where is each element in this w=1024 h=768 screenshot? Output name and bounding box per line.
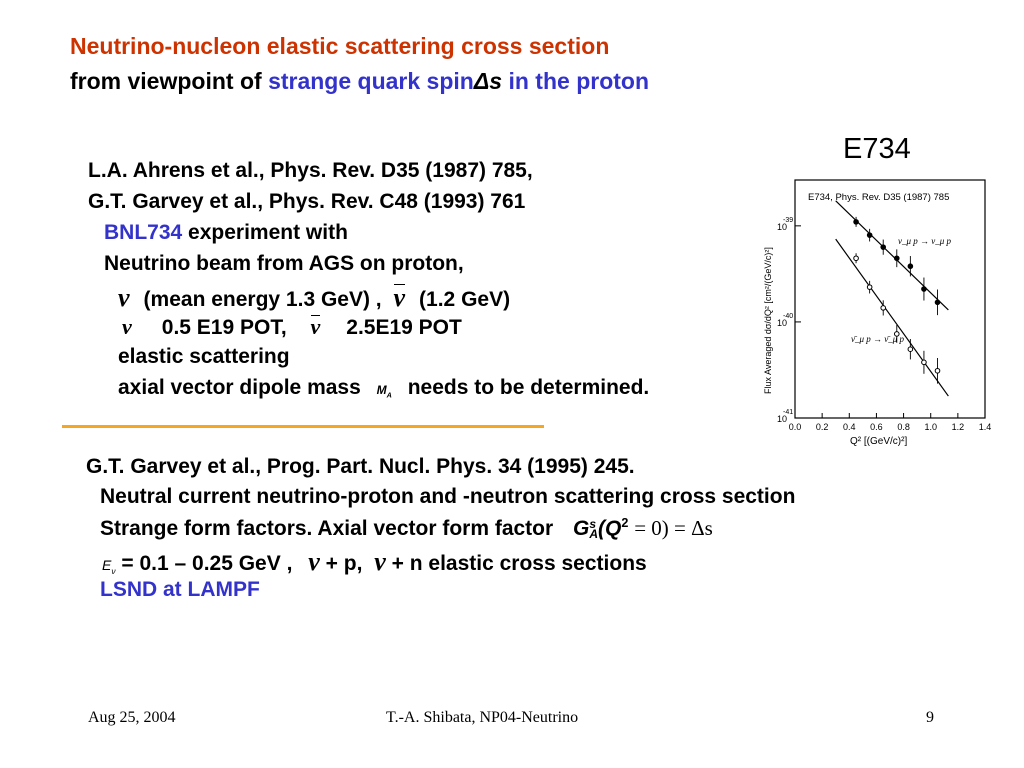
data-point-nubar	[881, 306, 886, 311]
fit-lines	[836, 201, 949, 396]
pot-line	[122, 314, 462, 340]
ref-garvey-1993: G.T. Garvey et al., Phys. Rev. C48 (1993) 761	[88, 190, 526, 213]
dipole-suffix: needs to be determined.	[407, 376, 650, 399]
experiment-line	[104, 221, 348, 245]
elastic-line: elastic scattering	[118, 345, 290, 368]
energy-line	[118, 283, 510, 313]
data-point-nubar	[908, 347, 913, 352]
x-tick-label: 0.0	[788, 422, 802, 432]
beam-line: Neutrino beam from AGS on proton,	[104, 252, 464, 275]
nu-symbol-3: ν	[308, 547, 320, 576]
form-factor-text: Strange form factors. Axial vector form factor	[100, 517, 554, 540]
data-point-nu	[908, 264, 913, 269]
y-tick-exponent: -39	[783, 216, 794, 224]
x-tick-label: 1.2	[951, 422, 965, 432]
plot-header: E734, Phys. Rev. D35 (1987) 785	[808, 192, 950, 203]
footer-date: Aug 25, 2004	[88, 709, 176, 726]
plot-frame	[795, 180, 985, 418]
plus-n: + n elastic cross sections	[391, 552, 647, 575]
y-ticks	[777, 217, 801, 424]
dipole-line	[118, 376, 649, 400]
data-point-nu	[922, 287, 927, 292]
fit-line-nubar	[836, 239, 949, 396]
experiment-name: BNL734	[104, 221, 183, 244]
pot-nubar: 2.5E19 POT	[346, 316, 462, 339]
x-tick-label: 1.0	[924, 422, 937, 432]
dipole-symbol: $M_A$	[376, 383, 392, 400]
title-symbol: Δs	[473, 68, 503, 94]
e734-plot	[755, 172, 995, 452]
x-tick-label: 0.4	[843, 422, 856, 432]
x-tick-label: 1.4	[978, 422, 992, 432]
form-factor-line	[100, 516, 713, 541]
x-ticks	[789, 413, 992, 432]
x-tick-label: 0.6	[870, 422, 883, 432]
nubar-symbol-2: ν	[310, 314, 321, 339]
slide-title-line2	[70, 68, 649, 95]
title-highlight: strange quark spin	[268, 68, 474, 94]
pot-nu: 0.5 E19 POT,	[161, 316, 287, 339]
nu-symbol-4: ν	[374, 547, 386, 576]
y-tick-label: 10	[777, 221, 788, 232]
title-suffix: in the proton	[508, 68, 649, 94]
nubar-symbol: ν	[393, 283, 406, 312]
footer-page: 9	[926, 709, 934, 726]
energy-symbol: $E_\nu$	[102, 557, 116, 576]
energy-nubar: (1.2 GeV)	[419, 288, 511, 311]
data-point-nu	[935, 300, 940, 305]
x-tick-label: 0.2	[815, 422, 829, 432]
y-tick-label: 10	[777, 317, 788, 328]
dipole-prefix: axial vector dipole mass	[118, 376, 361, 399]
data-point-nu	[894, 256, 899, 261]
lsnd-line: LSND at LAMPF	[100, 578, 260, 601]
x-tick-label: 0.8	[897, 422, 910, 432]
ref-garvey-1995: G.T. Garvey et al., Prog. Part. Nucl. Phys. 34 (1995) 245.	[86, 455, 635, 478]
fit-line-nu	[836, 201, 949, 310]
plus-p: + p,	[325, 552, 363, 575]
y-tick-exponent: -40	[783, 312, 794, 320]
series-label-nu: ν_μ p → ν_μ p	[898, 236, 952, 246]
title-prefix: from viewpoint of	[70, 68, 262, 94]
y-tick-exponent: -41	[783, 409, 794, 416]
energy-range: = 0.1 – 0.25 GeV ,	[121, 552, 293, 575]
data-point-nubar	[935, 368, 940, 373]
footer-center: T.-A. Shibata, NP04-Neutrino	[386, 709, 579, 726]
energy-nu: (mean energy 1.3 GeV) ,	[143, 288, 382, 311]
series-label-nubar: ν̄_μ p → ν̄_μ p	[851, 334, 905, 344]
nc-line: Neutral current neutrino-proton and -neutron scattering cross section	[100, 485, 796, 508]
slide-title-line1: Neutrino-nucleon elastic scattering cross section	[70, 33, 610, 59]
form-factor-formula: G s A $(Q^2 = 0) = \Delta s$	[573, 516, 713, 542]
plot-xlabel: Q² [(GeV/c)²]	[850, 436, 908, 447]
experiment-suffix: experiment with	[188, 221, 348, 244]
section-divider	[62, 425, 544, 428]
plot-ylabel: Flux Averaged dσ/dQ² [cm²/(GeV/c)²]	[763, 247, 773, 394]
y-tick-label: 10	[777, 414, 788, 424]
data-point-nu	[867, 233, 872, 238]
energy-range-line	[102, 547, 647, 577]
nu-symbol: ν	[118, 283, 130, 312]
figure-label: E734	[843, 133, 911, 165]
data-point-nubar	[867, 285, 872, 290]
nu-symbol-2: ν	[122, 314, 132, 339]
data-point-nubar	[922, 360, 927, 365]
data-point-nu	[881, 245, 886, 250]
data-point-nubar	[854, 256, 859, 261]
ref-ahrens: L.A. Ahrens et al., Phys. Rev. D35 (1987) 785,	[88, 159, 533, 182]
data-point-nu	[854, 220, 859, 225]
